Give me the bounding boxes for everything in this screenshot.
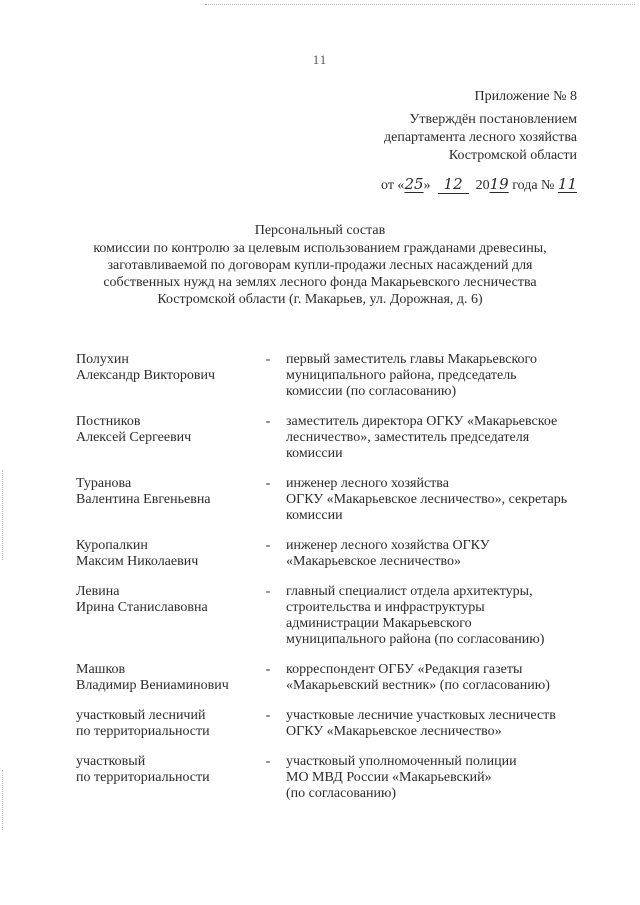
member-name: Постников Алексей Сергеевич (76, 414, 192, 445)
member-role: участковые лесничие участковых лесничеств ОГКУ «Макарьевское лесничество» (286, 708, 556, 739)
member-role: заместитель директора ОГКУ «Макарьевское лесничество», заместитель председателя комиссии (286, 414, 558, 461)
member-row (76, 708, 576, 740)
member-row (76, 662, 576, 694)
year-prefix: 20 (475, 178, 490, 193)
approval-line: департамента лесного хозяйства (384, 130, 577, 145)
member-name: Куропалкин Максим Николаевич (76, 538, 199, 569)
member-role: инженер лесного хозяйства ОГКУ «Макарьевское лесничество» (286, 538, 490, 569)
title-line: собственных нужд на землях лесного фонда Макарьевского лесничества (103, 275, 537, 290)
member-role: главный специалист отдела архитектуры, строительства и инфраструктуры администрации Макарьевского муниципального района (по согласованию) (286, 584, 545, 647)
member-row (76, 584, 576, 648)
page-number: 11 (312, 52, 328, 67)
members-list (76, 352, 576, 816)
handwritten-number: 11 (557, 175, 577, 193)
member-row (76, 538, 576, 570)
scan-left-marks (2, 470, 3, 560)
dash-separator: - (265, 584, 271, 599)
approval-line: Утверждён постановлением (409, 112, 577, 127)
title-line: Костромской области (г. Макарьев, ул. Дорожная, д. 6) (157, 292, 483, 307)
scan-top-border (205, 4, 635, 5)
member-row (76, 754, 576, 802)
approval-date-line (381, 175, 577, 195)
dash-separator: - (265, 754, 271, 769)
member-row (76, 476, 576, 524)
title-line: комиссии по контролю за целевым использованием гражданами древесины, (93, 241, 547, 256)
scan-left-marks (2, 770, 3, 830)
member-role: первый заместитель главы Макарьевского муниципального района, председатель комиссии (по согласованию) (286, 352, 537, 399)
title-heading: Персональный состав (254, 223, 386, 238)
dash-separator: - (265, 708, 271, 723)
member-role: участковый уполномоченный полиции МО МВД России «Макарьевский» (по согласованию) (286, 754, 517, 801)
title-line: заготавливаемой по договорам купли-продажи лесных насаждений для (107, 258, 533, 273)
member-name: участковый лесничий по территориальности (76, 708, 210, 739)
member-name: Машков Владимир Вениаминович (76, 662, 229, 693)
dash-separator: - (265, 414, 271, 429)
dash-separator: - (265, 352, 271, 367)
document-title (0, 222, 640, 308)
member-row (76, 352, 576, 400)
appendix-label: Приложение № 8 (474, 89, 577, 104)
handwritten-month: 12 (438, 175, 469, 194)
dash-separator: - (265, 476, 271, 491)
member-role: корреспондент ОГБУ «Редакция газеты «Макарьевский вестник» (по согласованию) (286, 662, 550, 693)
approval-block (381, 88, 577, 195)
dash-separator: - (265, 662, 271, 677)
member-row (76, 414, 576, 462)
approval-line: Костромской области (448, 148, 577, 163)
handwritten-year: 19 (489, 175, 509, 193)
dash-separator: - (265, 538, 271, 553)
date-quote: » (423, 178, 431, 193)
date-prefix: от « (381, 178, 405, 193)
member-role: инженер лесного хозяйства ОГКУ «Макарьевское лесничество», секретарь комиссии (286, 476, 568, 523)
member-name: участковый по территориальности (76, 754, 210, 785)
member-name: Туранова Валентина Евгеньевна (76, 476, 211, 507)
year-word: года № (508, 178, 558, 193)
member-name: Левина Ирина Станиславовна (76, 584, 208, 615)
handwritten-day: 25 (404, 175, 424, 193)
member-name: Полухин Александр Викторович (76, 352, 216, 383)
